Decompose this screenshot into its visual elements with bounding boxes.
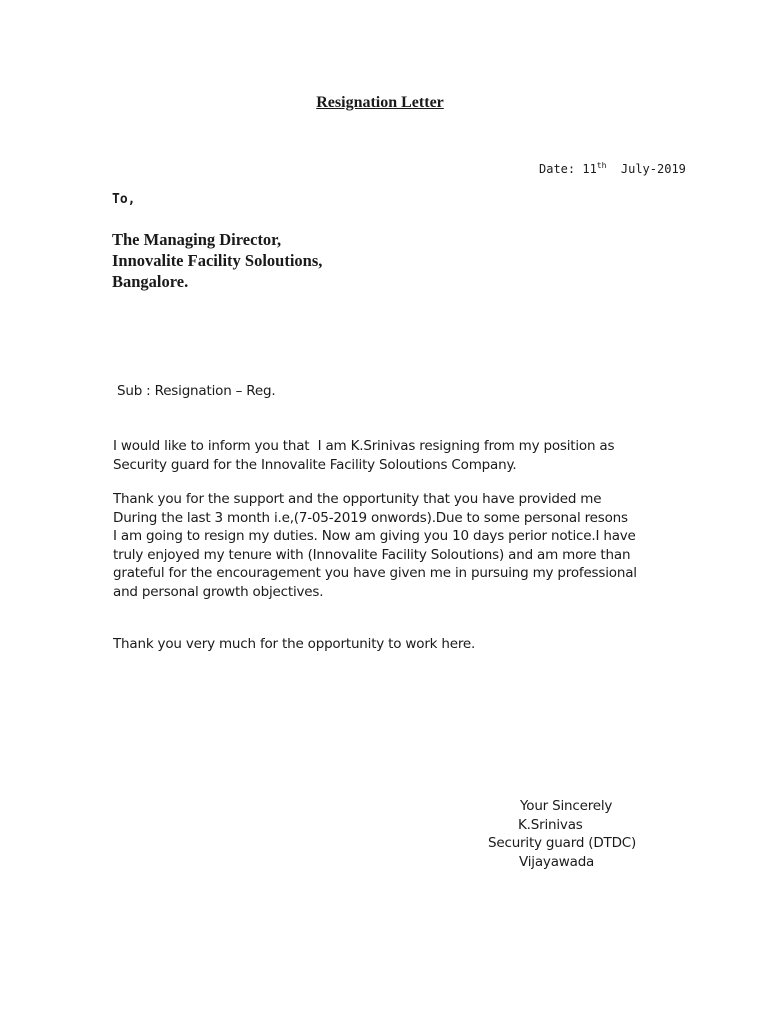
paragraph-line: I am going to resign my duties. Now am giving you 10 days perior notice.I have: [113, 528, 636, 544]
paragraph-line: truly enjoyed my tenure with (Innovalite Facility Soloutions) and am more than: [113, 546, 631, 563]
signature-role: Security guard (DTDC): [488, 835, 637, 851]
signature-location: Vijayawada: [519, 853, 595, 870]
paragraph-line: Thank you for the support and the opportunity that you have provided me: [113, 491, 602, 507]
paragraph-body: [113, 490, 637, 601]
signature-name: K.Srinivas: [518, 816, 583, 833]
date-prefix: Date: 11: [539, 162, 597, 176]
paragraph-intro: [113, 437, 614, 474]
letter-date: [539, 161, 686, 176]
paragraph-line: grateful for the encouragement you have given me in pursuing my professional: [113, 565, 637, 581]
date-suffix: July-2019: [606, 162, 686, 176]
paragraph-line: During the last 3 month i.e,(7-05-2019 onwords).Due to some personal resons: [113, 509, 628, 526]
addressee-block: [112, 229, 322, 292]
paragraph-closing: Thank you very much for the opportunity to work here.: [113, 636, 476, 652]
signature-closing: Your Sincerely: [520, 798, 613, 814]
date-superscript: th: [596, 161, 607, 170]
letter-title: Resignation Letter: [316, 94, 444, 111]
addressee-line: Bangalore.: [112, 272, 189, 291]
subject-line: Sub : Resignation – Reg.: [117, 383, 276, 399]
salutation: To,: [112, 192, 136, 207]
paragraph-line: Security guard for the Innovalite Facility Soloutions Company.: [113, 456, 517, 473]
paragraph-line: I would like to inform you that I am K.Srinivas resigning from my position as: [113, 438, 615, 454]
addressee-line: The Managing Director,: [112, 230, 282, 249]
signature-block: [488, 797, 636, 871]
paragraph-line: and personal growth objectives.: [113, 583, 324, 600]
addressee-line: Innovalite Facility Soloutions,: [112, 251, 323, 270]
